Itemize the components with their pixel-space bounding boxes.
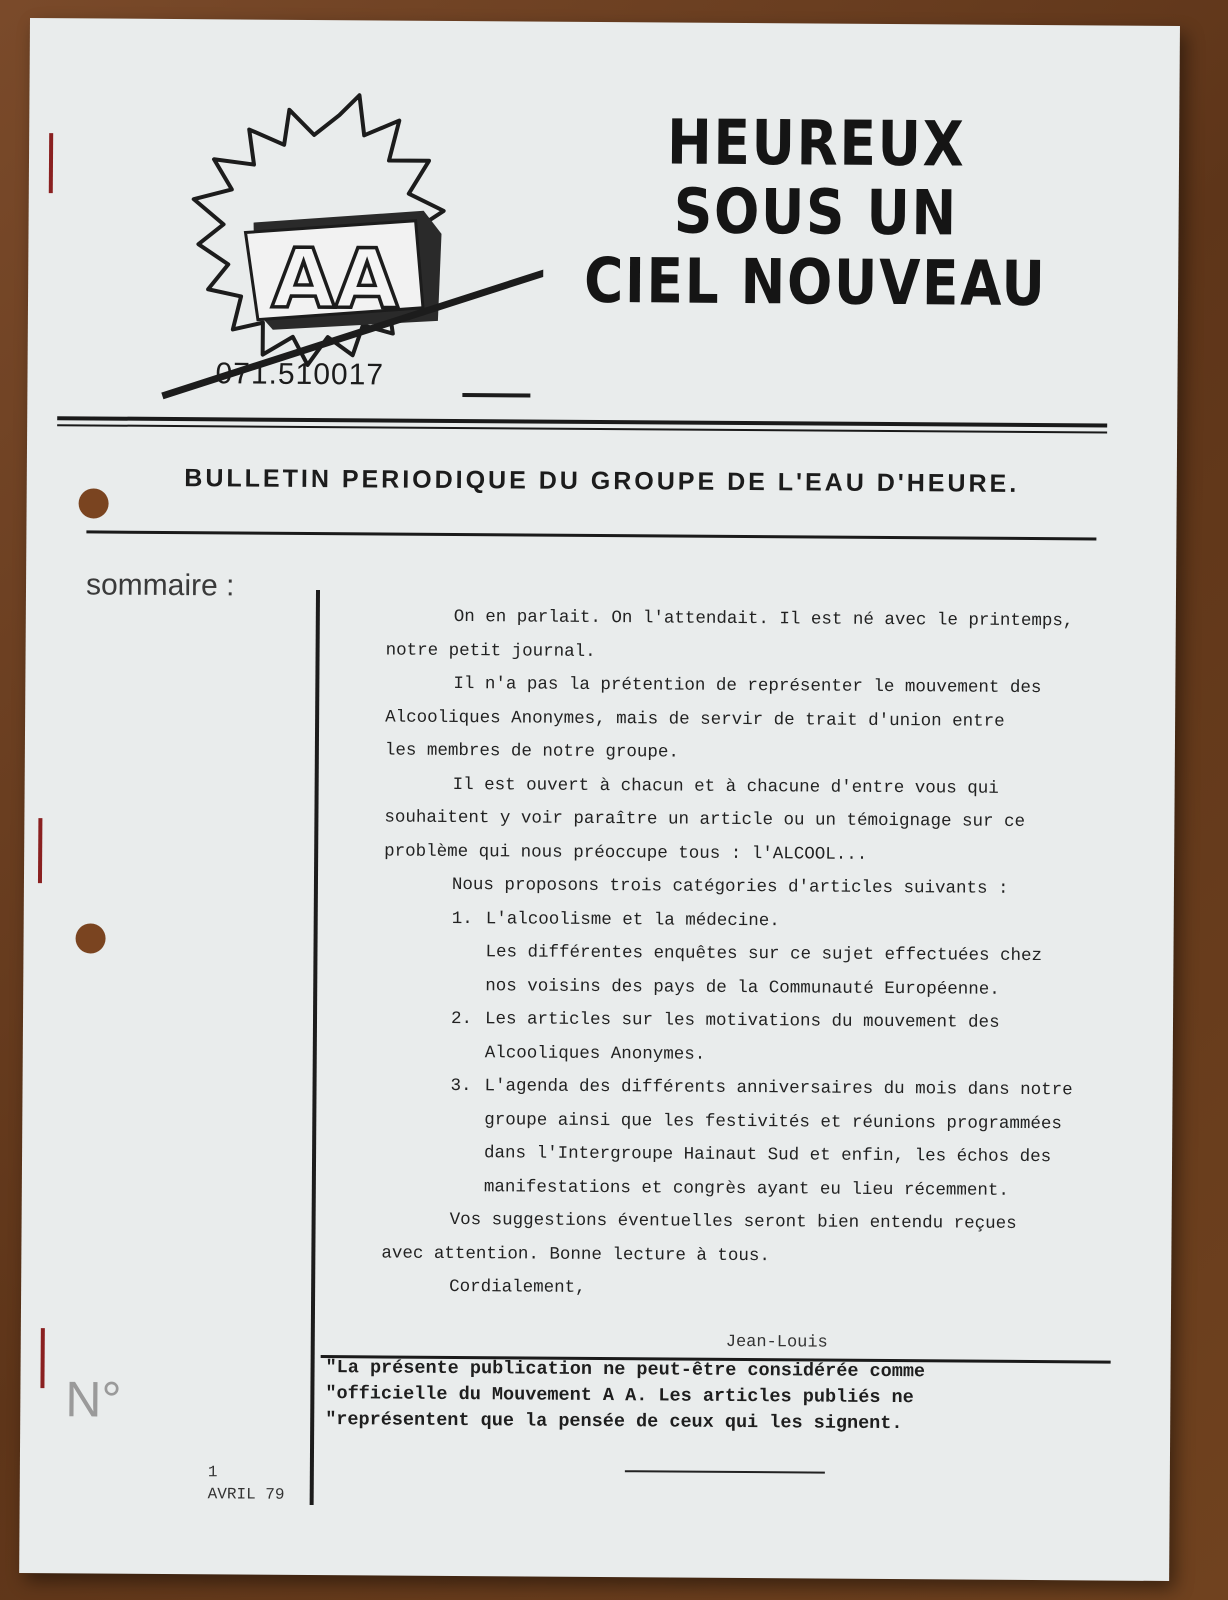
list-item — [382, 1069, 1103, 1208]
text-line: On en parlait. On l'attendait. Il est né avec le printemps, — [453, 606, 1074, 632]
issue-date: AVRIL 79 — [207, 1485, 285, 1504]
aa-logo-text: AA — [271, 231, 399, 328]
title-line: SOUS UN — [673, 174, 959, 250]
text-line: souhaitent y voir paraître un article ou un témoignage sur ce — [384, 807, 1026, 832]
list-number: 2. — [450, 1008, 473, 1030]
closing-line: Cordialement, — [449, 1276, 586, 1298]
disclaimer-line: "représentent que la pensée de ceux qui les signent. — [325, 1409, 903, 1435]
disclaimer-underline — [625, 1470, 825, 1473]
punch-hole — [75, 923, 105, 953]
column-divider — [310, 590, 320, 1505]
text-line: Alcooliques Anonymes. — [484, 1042, 706, 1065]
title-line: HEUREUX — [666, 105, 966, 181]
subtitle-rule — [86, 530, 1096, 540]
issue-number: 1 — [207, 1463, 218, 1482]
punch-hole — [79, 488, 109, 518]
text-line: L'agenda des différents anniversaires du mois dans notre — [484, 1076, 1073, 1101]
text-line: Alcooliques Anonymes, mais de servir de trait d'union entre — [385, 706, 1005, 732]
signature: Jean-Louis — [725, 1332, 828, 1353]
text-line: problème qui nous préoccupe tous : l'ALCOOL... — [384, 840, 868, 865]
staple-mark — [38, 818, 42, 883]
bulletin-title — [583, 107, 1049, 319]
text-line: Nous proposons trois catégories d'articles suivants : — [451, 874, 1009, 899]
text-line: Les articles sur les motivations du mouvement des — [484, 1009, 1000, 1033]
sommaire-label: sommaire : — [85, 568, 235, 603]
bulletin-page — [19, 18, 1180, 1581]
disclaimer-line: "La présente publication ne peut-être considérée comme — [325, 1357, 926, 1383]
phone-number: 071.510017 — [215, 357, 385, 392]
issue-info — [208, 1461, 285, 1506]
bulletin-subtitle: BULLETIN PERIODIQUE DU GROUPE DE L'EAU D'HEURE. — [184, 464, 1020, 498]
disclaimer-line: "officielle du Mouvement A A. Les articles publiés ne — [325, 1383, 914, 1409]
text-line: groupe ainsi que les festivités et réunions programmées — [484, 1109, 1062, 1134]
text-line: Vos suggestions éventuelles seront bien entendu reçues — [449, 1209, 1017, 1234]
text-line: Il est ouvert à chacun et à chacune d'entre vous qui — [452, 774, 999, 799]
list-item — [383, 902, 1104, 1008]
text-line: les membres de notre groupe. — [384, 740, 680, 763]
text-line: avec attention. Bonne lecture à tous. — [381, 1242, 771, 1266]
text-line: dans l'Intergroupe Hainaut Sud et enfin, les échos des — [484, 1143, 1052, 1168]
numero-label: N° — [65, 1371, 122, 1428]
staple-mark — [49, 133, 53, 193]
disclaimer-notice — [325, 1355, 1116, 1439]
dash-mark — [462, 393, 530, 397]
editorial-text — [381, 600, 1106, 1309]
text-line: nos voisins des pays de la Communauté Européenne. — [485, 975, 1000, 1000]
text-line: L'alcoolisme et la médecine. — [485, 908, 780, 931]
list-number: 1. — [451, 908, 473, 929]
text-line: Les différentes enquêtes sur ce sujet effectuées chez — [485, 942, 1043, 967]
text-line: manifestations et congrès ayant eu lieu récemment. — [483, 1176, 1010, 1201]
list-item — [383, 1002, 1103, 1074]
title-line: CIEL NOUVEAU — [583, 243, 1047, 320]
list-number: 3. — [450, 1075, 472, 1097]
text-line: notre petit journal. — [385, 639, 596, 662]
text-line: Il n'a pas la prétention de représenter le mouvement des — [453, 673, 1042, 699]
staple-mark — [40, 1328, 44, 1388]
